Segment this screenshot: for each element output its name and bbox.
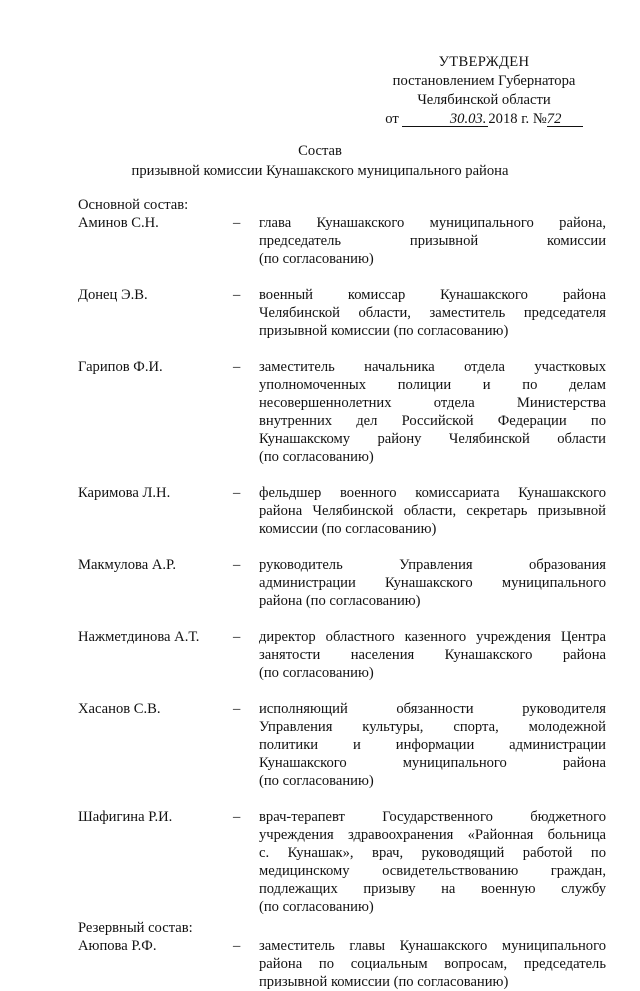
approval-line-1: постановлением Губернатора	[392, 73, 576, 89]
member-row	[78, 628, 608, 682]
member-role-line: (по согласованию)	[259, 665, 374, 681]
member-role-line: района Челябинской области, секретарь призывной	[259, 503, 606, 519]
reserve-members-list	[78, 937, 608, 991]
member-row	[78, 286, 608, 340]
member-row	[78, 556, 608, 610]
member-role-line: с. Кунашак», врач, руководящий работой по	[259, 845, 606, 861]
member-role	[259, 286, 606, 340]
member-role-line: заместитель главы Кунашакского муниципального	[259, 938, 606, 954]
member-role	[259, 628, 606, 682]
member-role	[259, 556, 606, 610]
member-dash: –	[233, 938, 241, 954]
member-role-line: фельдшер военного комиссариата Кунашакского	[259, 485, 606, 501]
member-role-line: (по согласованию)	[259, 773, 374, 789]
member-row	[78, 358, 608, 466]
member-role-line: внутренних дел Российской Федерации по	[259, 413, 606, 429]
approval-date-value: 30.03.	[402, 112, 488, 127]
member-role-line: (по согласованию)	[259, 899, 374, 915]
member-role-line: медицинскому освидетельствованию граждан,	[259, 863, 606, 879]
member-role-line: уполномоченных полиции и по делам	[259, 377, 606, 393]
member-role-line: заместитель начальника отдела участковых	[259, 359, 606, 375]
approval-stamp	[368, 53, 600, 129]
member-role-line: Кунашакскому району Челябинской области	[259, 431, 606, 447]
member-role	[259, 214, 606, 268]
member-role-line: (по согласованию)	[259, 251, 374, 267]
member-row	[78, 937, 608, 991]
approval-line-2: Челябинской области	[417, 92, 551, 108]
approval-heading: УТВЕРЖДЕН	[438, 54, 530, 70]
approval-date-suffix: 2018 г. №	[488, 111, 547, 127]
member-dash: –	[233, 629, 241, 645]
member-role	[259, 484, 606, 538]
member-dash: –	[233, 215, 241, 231]
member-dash: –	[233, 359, 241, 375]
commission-composition	[78, 196, 608, 991]
member-role-line: района (по согласованию)	[259, 593, 421, 609]
member-role-line: района по социальным вопросам, председатель	[259, 956, 606, 972]
member-name: Шафигина Р.И.	[78, 809, 173, 825]
member-name: Каримова Л.Н.	[78, 485, 171, 501]
member-name: Аюпова Р.Ф.	[78, 938, 157, 954]
member-role-line: учреждения здравоохранения «Районная больница	[259, 827, 606, 843]
title-line-2: призывной комиссии Кунашакского муниципального района	[131, 163, 509, 179]
member-role-line: несовершеннолетних отдела Министерства	[259, 395, 606, 411]
member-role-line: Челябинской области, заместитель председателя	[259, 305, 606, 321]
member-role-line: глава Кунашакского муниципального района,	[259, 215, 606, 231]
main-members-list	[78, 214, 608, 916]
member-role-line: призывной комиссии (по согласованию)	[259, 974, 509, 990]
member-role-line: исполняющий обязанности руководителя	[259, 701, 606, 717]
member-role-line: руководитель Управления образования	[259, 557, 606, 573]
title-line-1: Состав	[298, 143, 342, 159]
member-role-line: председатель призывной комиссии	[259, 233, 606, 249]
approval-date-line	[368, 110, 600, 129]
member-name: Аминов С.Н.	[78, 215, 159, 231]
member-role-line: призывной комиссии (по согласованию)	[259, 323, 509, 339]
member-name: Макмулова А.Р.	[78, 557, 176, 573]
member-name: Гарипов Ф.И.	[78, 359, 163, 375]
member-dash: –	[233, 287, 241, 303]
member-role-line: политики и информации администрации	[259, 737, 606, 753]
member-role-line: (по согласованию)	[259, 449, 374, 465]
member-row	[78, 808, 608, 916]
member-name: Хасанов С.В.	[78, 701, 161, 717]
member-role	[259, 358, 606, 466]
member-role	[259, 808, 606, 916]
member-role-line: директор областного казенного учреждения Центра	[259, 629, 606, 645]
member-role-line: Кунашакского муниципального района	[259, 755, 606, 771]
member-role-line: военный комиссар Кунашакского района	[259, 287, 606, 303]
member-role-line: врач-терапевт Государственного бюджетного	[259, 809, 606, 825]
member-row	[78, 700, 608, 790]
member-row	[78, 484, 608, 538]
member-name: Донец Э.В.	[78, 287, 148, 303]
member-role-line: Управления культуры, спорта, молодежной	[259, 719, 606, 735]
member-role-line: занятости населения Кунашакского района	[259, 647, 606, 663]
approval-number-value: 72	[547, 112, 583, 127]
member-role-line: администрации Кунашакского муниципального	[259, 575, 606, 591]
member-role-line: комиссии (по согласованию)	[259, 521, 437, 537]
member-dash: –	[233, 485, 241, 501]
document-title	[0, 141, 640, 181]
member-role-line: подлежащих призыву на военную службу	[259, 881, 606, 897]
approval-date-prefix: от	[385, 111, 399, 127]
member-name: Нажметдинова А.Т.	[78, 629, 200, 645]
main-composition-label: Основной состав:	[78, 197, 189, 213]
member-row	[78, 214, 608, 268]
reserve-composition-label: Резервный состав:	[78, 920, 193, 936]
member-dash: –	[233, 809, 241, 825]
member-role	[259, 700, 606, 790]
member-role	[259, 937, 606, 991]
member-dash: –	[233, 701, 241, 717]
member-dash: –	[233, 557, 241, 573]
